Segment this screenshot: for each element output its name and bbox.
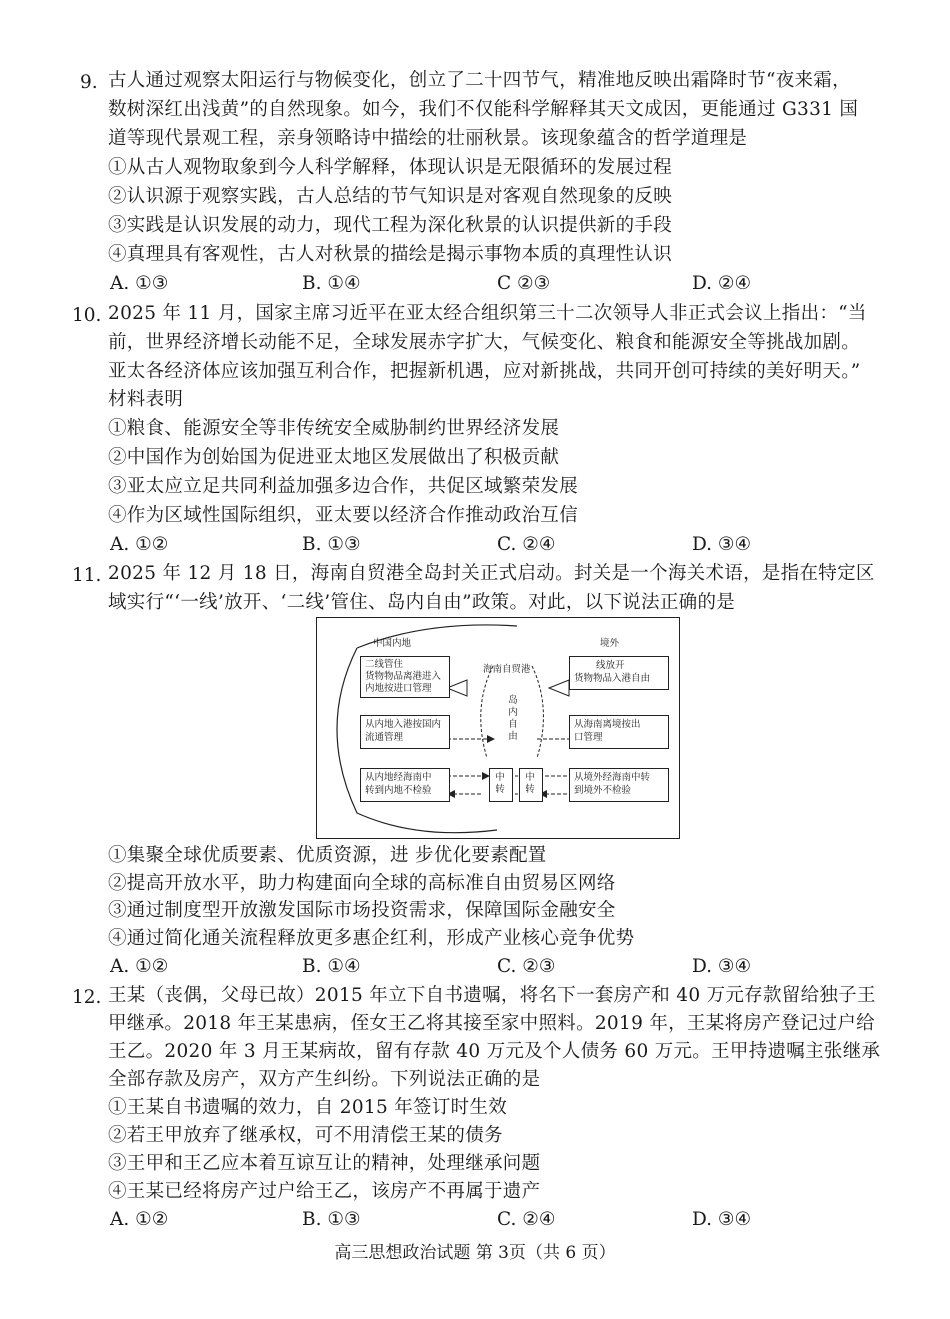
question-text-line: 材料表明 [108, 389, 184, 410]
question-number: 12. [72, 987, 102, 1008]
transit-text: 中转 [495, 772, 505, 795]
box-text: 到境外不检验 [574, 785, 632, 796]
island-arc-right [532, 666, 543, 758]
transit-box-right [519, 768, 543, 802]
statement-1: ①从古人观物取象到今人科学解释，体现认识是无限循环的发展过程 [108, 157, 673, 178]
statement-4: ④真理具有客观性，古人对秋景的描绘是揭示事物本质的真理性认识 [108, 244, 673, 265]
question-text-line: 王乙。2020 年 3 月王某病故，留有存款 40 万元及个人债务 60 万元。王甲持遗嘱主张继承 [108, 1041, 881, 1062]
option-b: B. ①④ [302, 273, 361, 294]
question-text-line: 王某（丧偶，父母已故）2015 年立下自书遗嘱，将名下一套房产和 40 万元存款留给独子王 [108, 985, 876, 1006]
option-d: D. ②④ [692, 273, 752, 294]
statement-3: ③实践是认识发展的动力，现代工程为深化秋景的认识提供新的手段 [108, 215, 673, 236]
box-mainland-transit [360, 768, 450, 802]
statement-3: ③王甲和王乙应本着互谅互让的精神，处理继承问题 [108, 1153, 541, 1174]
option-d: D. ③④ [692, 956, 752, 977]
statement-2: ②认识源于观察实践，古人总结的节气知识是对客观自然现象的反映 [108, 186, 673, 207]
arrow-left-1 [447, 680, 467, 696]
box-text: 内地按进口管理 [365, 683, 432, 694]
box-text: 转到内地不检验 [365, 785, 432, 796]
option-d: D. ③④ [692, 1209, 752, 1230]
box-text: 从境外经海南中转 [574, 772, 651, 783]
statement-1: ①粮食、能源安全等非传统安全威胁制约世界经济发展 [108, 418, 560, 439]
option-b: B. ①③ [302, 534, 361, 555]
option-c: C. ②④ [497, 1209, 556, 1230]
box-mainland-entry [360, 715, 450, 749]
option-c: C. ②④ [497, 534, 556, 555]
island-free-label: 岛内自由 [508, 695, 518, 742]
option-a: A. ①③ [110, 273, 169, 294]
hainan-ftp-diagram [316, 617, 680, 839]
arrow-head-2l [487, 735, 495, 743]
box-overseas-transit [569, 768, 669, 802]
page-footer: 高三思想政治试题 第 3页（共 6 页） [334, 1243, 616, 1263]
option-c: C. ②③ [497, 956, 556, 977]
transit-text: 中转 [525, 772, 535, 795]
statement-1: ①集聚全球优质要素、优质资源，进 步优化要素配置 [108, 845, 547, 866]
question-text-line: 2025 年 11 月，国家主席习近平在亚太经合组织第三十二次领导人非正式会议上指出：“当 [108, 303, 867, 324]
question-text-line: 2025 年 12 月 18 日，海南自贸港全岛封关正式启动。封关是一个海关术语，是指在特定区 [108, 563, 875, 584]
question-text-line: 甲继承。2018 年王某患病，侄女王乙将其接至家中照料。2019 年，王某将房产登记过户给 [108, 1013, 875, 1034]
question-text-line: 全部存款及房产，双方产生纠纷。下列说法正确的是 [108, 1069, 541, 1090]
statement-4: ④王某已经将房产过户给王乙，该房产不再属于遗产 [108, 1181, 541, 1202]
question-number: 9. [80, 72, 98, 93]
box-text: 从内地经海南中 [365, 772, 432, 783]
question-text-line: 亚太各经济体应该加强互利合作，把握新机遇，应对新挑战，共同开创可持续的美好明天。” [108, 361, 861, 382]
overseas-label: 境外 [600, 638, 620, 649]
box-second-line [360, 656, 450, 698]
mainland-label: 中国内地 [373, 638, 412, 649]
arrow-right-1 [549, 680, 569, 696]
transit-box-left [489, 768, 513, 802]
box-first-line [569, 656, 669, 690]
question-text-line: 前，世界经济增长动能不足，全球发展赤字扩大，气候变化、粮食和能源安全等挑战加剧。 [108, 332, 861, 353]
statement-4: ④通过简化通关流程释放更多惠企红利，形成产业核心竞争优势 [108, 928, 635, 949]
statement-3: ③通过制度型开放激发国际市场投资需求，保障国际金融安全 [108, 900, 616, 921]
question-text-line: 道等现代景观工程，亲身领略诗中描绘的壮丽秋景。该现象蕴含的哲学道理是 [108, 128, 748, 149]
box-text: 口管理 [574, 732, 603, 743]
statement-1: ①王某自书遗嘱的效力，自 2015 年签订时生效 [108, 1097, 508, 1118]
question-text-line: 古人通过观察太阳运行与物候变化，创立了二十四节气，精准地反映出霜降时节“夜来霜， [108, 70, 851, 91]
option-b: B. ①③ [302, 1209, 361, 1230]
box-text: 线放开 [596, 660, 625, 671]
question-number: 11. [72, 565, 102, 586]
question-text-line: 数树深红出浅黄”的自然现象。如今，我们不仅能科学解释其天文成因，更能通过 G331 国 [108, 99, 859, 120]
option-a: A. ①② [110, 534, 169, 555]
box-text: 货物物品入港自由 [574, 673, 651, 684]
option-c: C ②③ [497, 273, 551, 294]
statement-4: ④作为区域性国际组织，亚太要以经济合作推动政治互信 [108, 505, 579, 526]
option-a: A. ①② [110, 1209, 169, 1230]
statement-2: ②中国作为创始国为促进亚太地区发展做出了积极贡献 [108, 447, 560, 468]
island-arc-left [481, 666, 493, 758]
box-text: 从内地入港按国内 [365, 719, 442, 730]
option-a: A. ①② [110, 956, 169, 977]
question-number: 10. [72, 305, 102, 326]
hainan-label: 海南自贸港 [483, 664, 531, 675]
statement-2: ②提高开放水平，助力构建面向全球的高标准自由贸易区网络 [108, 873, 616, 894]
box-text: 货物物品离港进入 [365, 671, 442, 682]
box-text: 流通管理 [365, 732, 404, 743]
question-text-line: 域实行“‘一线’放开、‘二线’管住、岛内自由”政策。对此，以下说法正确的是 [108, 592, 736, 613]
option-d: D. ③④ [692, 534, 752, 555]
box-exit [569, 715, 669, 749]
option-b: B. ①④ [302, 956, 361, 977]
box-text: 从海南离境按出 [574, 719, 641, 730]
statement-2: ②若王甲放弃了继承权，可不用清偿王某的债务 [108, 1125, 503, 1146]
statement-3: ③亚太应立足共同利益加强多边合作，共促区域繁荣发展 [108, 476, 579, 497]
box-text: 二线管住 [365, 659, 404, 670]
